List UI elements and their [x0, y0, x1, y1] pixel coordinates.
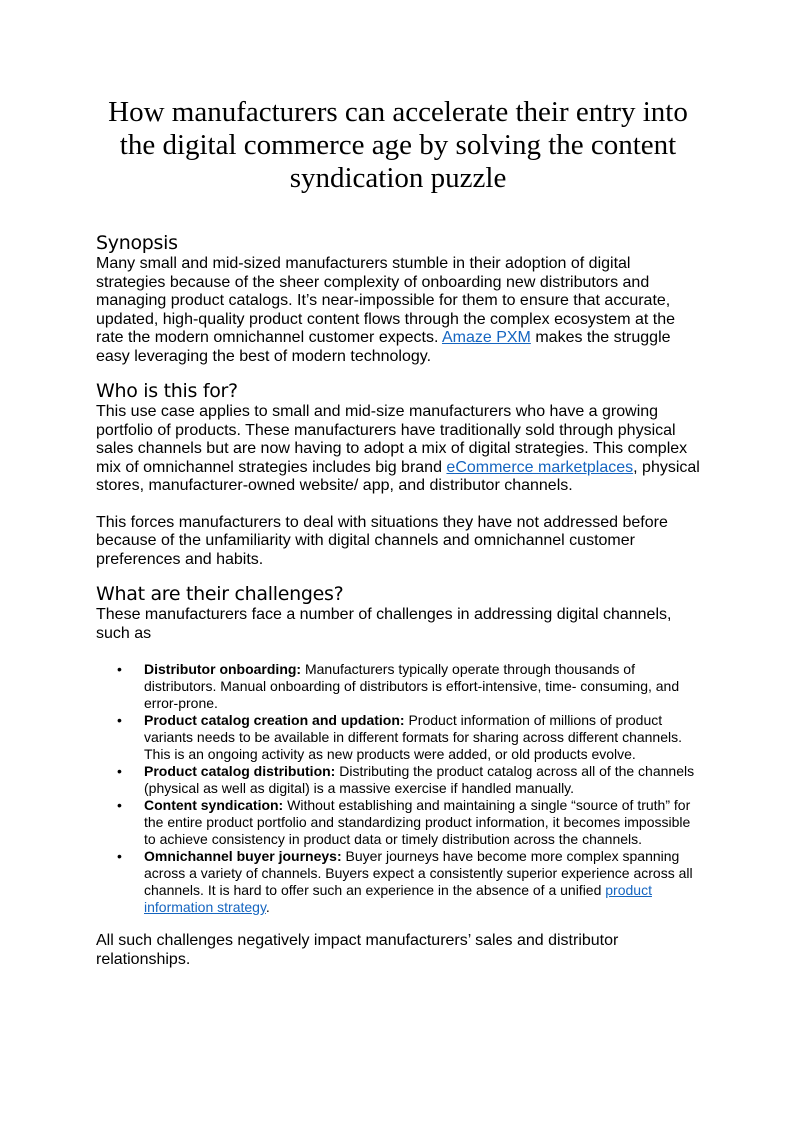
who-heading: Who is this for? [96, 380, 238, 402]
closing-paragraph: All such challenges negatively impact manufacturers’ sales and distributor relationships. [96, 932, 619, 968]
document-page [96, 96, 700, 982]
item-term: Omnichannel buyer journeys: [144, 848, 342, 864]
list-item [96, 848, 700, 916]
amaze-pxm-link[interactable]: Amaze PXM [441, 329, 531, 346]
challenges-list [96, 661, 700, 916]
item-text: Manufacturers typically operate through thousands of distributors. Manual onboarding of distributors is effort-intensive, time- consuming, and error-prone. [144, 661, 680, 711]
synopsis-text: Many small and mid-sized manufacturers stumble in their adoption of digital strategies because of the sheer complexity of onboarding new distributors and managing product catalogs. It’s near-impossible for them to ensure that accurate, updated, high-quality product content flows through the complex ecosystem at the rate the modern omnichannel customer expects. [96, 255, 676, 346]
synopsis-text-end: makes the struggle easy leveraging the best of modern technology. [96, 329, 671, 365]
item-term: Product catalog distribution: [144, 763, 336, 779]
list-item [96, 797, 700, 848]
item-text-end: . [265, 899, 270, 915]
who-section [96, 379, 700, 569]
paragraph-gap [96, 496, 700, 514]
challenges-intro: These manufacturers face a number of challenges in addressing digital channels, such as [96, 606, 672, 642]
product-information-strategy-link[interactable]: product information strategy [144, 882, 652, 915]
synopsis-paragraph [96, 255, 700, 366]
list-item [96, 661, 700, 712]
who-paragraph-1 [96, 403, 700, 496]
challenges-heading: What are their challenges? [96, 583, 344, 605]
item-term: Distributor onboarding: [144, 661, 302, 677]
challenges-section [96, 582, 700, 969]
item-term: Content syndication: [144, 797, 284, 813]
page-title: How manufacturers can accelerate their entry into the digital commerce age by solving the content syndication puzzle [108, 96, 688, 194]
list-item [96, 712, 700, 763]
ecommerce-marketplaces-link[interactable]: eCommerce marketplaces [446, 458, 634, 476]
bullet-icon: • [117, 763, 122, 779]
item-text: Distributing the product catalog across all of the channels (physical as well as digital) is a massive exercise if handled manually. [144, 763, 695, 796]
item-term: Product catalog creation and updation: [144, 712, 405, 728]
item-text: Product information of millions of product variants needs to be available in different formats for sharing across different channels. This is an ongoing activity as new products were added, or old products evolve. [144, 712, 683, 762]
bullet-icon: • [117, 661, 122, 677]
list-item [96, 763, 700, 797]
who-text: This use case applies to small and mid-size manufacturers who have a growing portfolio of products. These manufacturers have traditionally sold through physical sales channels but are now having to adopt a mix of digital strategies. This complex mix of omnichannel strategies includes big brand [96, 403, 688, 476]
synopsis-heading: Synopsis [96, 232, 178, 254]
who-paragraph-2: This forces manufacturers to deal with situations they have not addressed before because of the unfamiliarity with digital channels and omnichannel customer preferences and habits. [96, 513, 668, 568]
synopsis-section [96, 231, 700, 366]
who-text-end: , physical stores, manufacturer-owned website/ app, and distributor channels. [96, 458, 700, 494]
bullet-icon: • [117, 848, 122, 864]
item-text: Buyer journeys have become more complex spanning across a variety of channels. Buyers expect a consistently superior experience across all channels. It is hard to offer such an experience in the absence of a unified [144, 848, 693, 898]
bullet-icon: • [117, 797, 122, 813]
item-text: Without establishing and maintaining a single “source of truth” for the entire product portfolio and standardizing product information, it becomes impossible to achieve consistency in product data or timely distribution across the channels. [144, 797, 691, 847]
bullet-icon: • [117, 712, 122, 728]
